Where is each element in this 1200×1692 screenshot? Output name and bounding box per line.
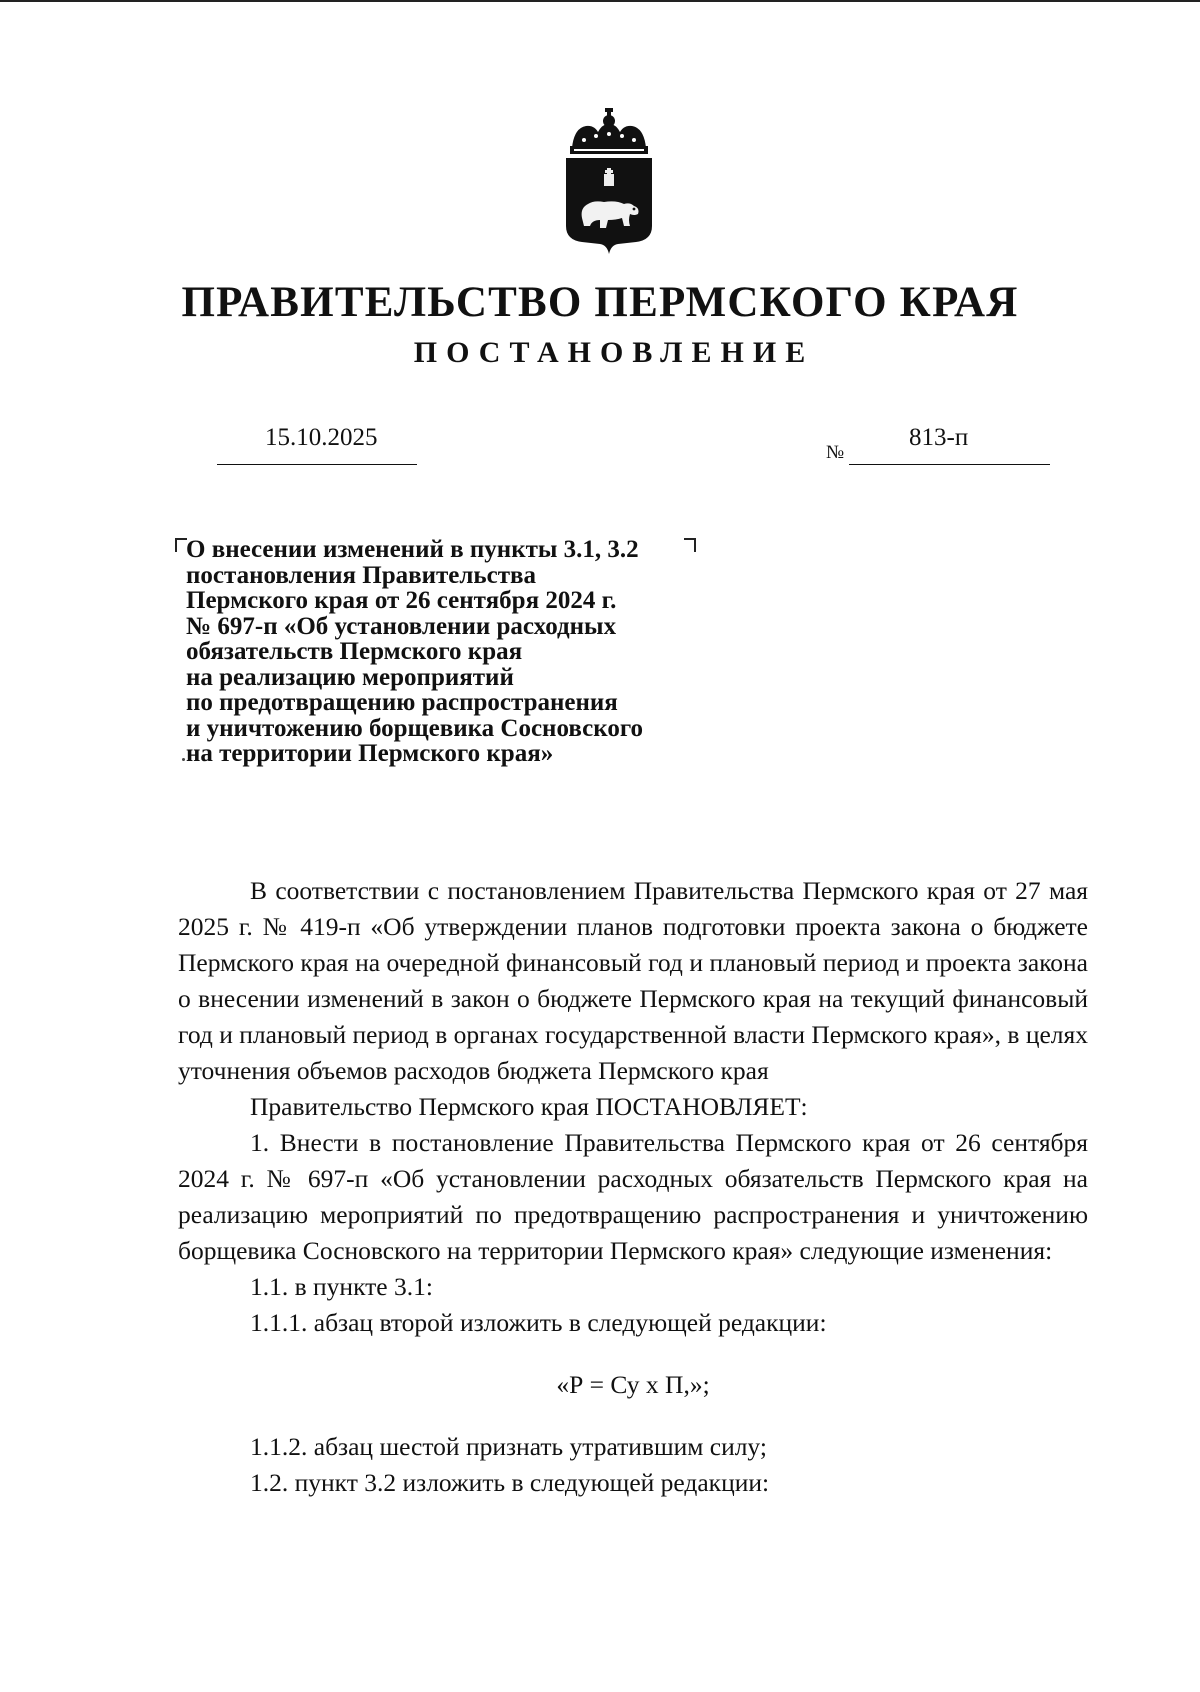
document-number: 813-п [909, 424, 969, 451]
subject-line: постановления Правительства [186, 561, 536, 589]
subject-line: О внесении изменений в пункты 3.1, 3.2 [186, 536, 639, 563]
preamble-paragraph: В соответствии с постановлением Правительства Пермского края от 27 мая 2025 г. № 419-п «Об утверждении планов подготовки проекта закона о бюджете Пермского края на очередной финансовый год и плановый период и проекта закона о внесении изменений в закон о бюджете Пермского края на текущий финансовый год и плановый период в органах государственной власти Пермского края», в целях уточнения объемов расходов бюджета Пермского края [178, 876, 1088, 1085]
perm-krai-coat-of-arms-icon [564, 108, 654, 260]
item-1-2-paragraph: 1.2. пункт 3.2 изложить в следующей редакции: [250, 1468, 770, 1497]
document-body [178, 873, 1088, 1501]
subject-line: на реализацию мероприятий [186, 663, 514, 691]
resolves-paragraph: Правительство Пермского края ПОСТАНОВЛЯЕТ: [250, 1092, 808, 1121]
subject-line: на территории Пермского края» [186, 740, 554, 767]
document-type: ПОСТАНОВЛЕНИЕ [413, 336, 815, 369]
number-field [849, 424, 1050, 465]
document-date: 15.10.2025 [265, 424, 378, 451]
item-1-1-paragraph: 1.1. в пункте 3.1: [250, 1272, 433, 1301]
document-subject [186, 537, 746, 767]
subject-line: по предотвращению распространения [186, 689, 618, 716]
item-1-1-2-paragraph: 1.1.2. абзац шестой признать утратившим силу; [250, 1432, 767, 1461]
subject-line: Пермского края от 26 сентября 2024 г. [186, 587, 617, 614]
formula: «Р = Су х П,»; [556, 1370, 710, 1399]
item-1-paragraph: 1. Внести в постановление Правительства Пермского края от 26 сентября 2024 г. № 697-п «Об установлении расходных обязательств Пермского края на реализацию мероприятий по предотвращению распространения и уничтожению борщевика Сосновского на территории Пермского края» следующие изменения: [178, 1128, 1088, 1265]
scan-speck [182, 758, 185, 761]
scan-top-edge [0, 0, 1200, 2]
subject-line: и уничтожению борщевика Сосновского [186, 714, 644, 742]
number-sign: № [826, 442, 845, 463]
item-1-1-1-paragraph: 1.1.1. абзац второй изложить в следующей редакции: [250, 1308, 827, 1337]
subject-line: обязательств Пермского края [186, 638, 523, 665]
subject-line: № 697-п «Об установлении расходных [186, 612, 617, 640]
government-title: ПРАВИТЕЛЬСТВО ПЕРМСКОГО КРАЯ [181, 279, 1019, 326]
date-field [217, 424, 417, 465]
